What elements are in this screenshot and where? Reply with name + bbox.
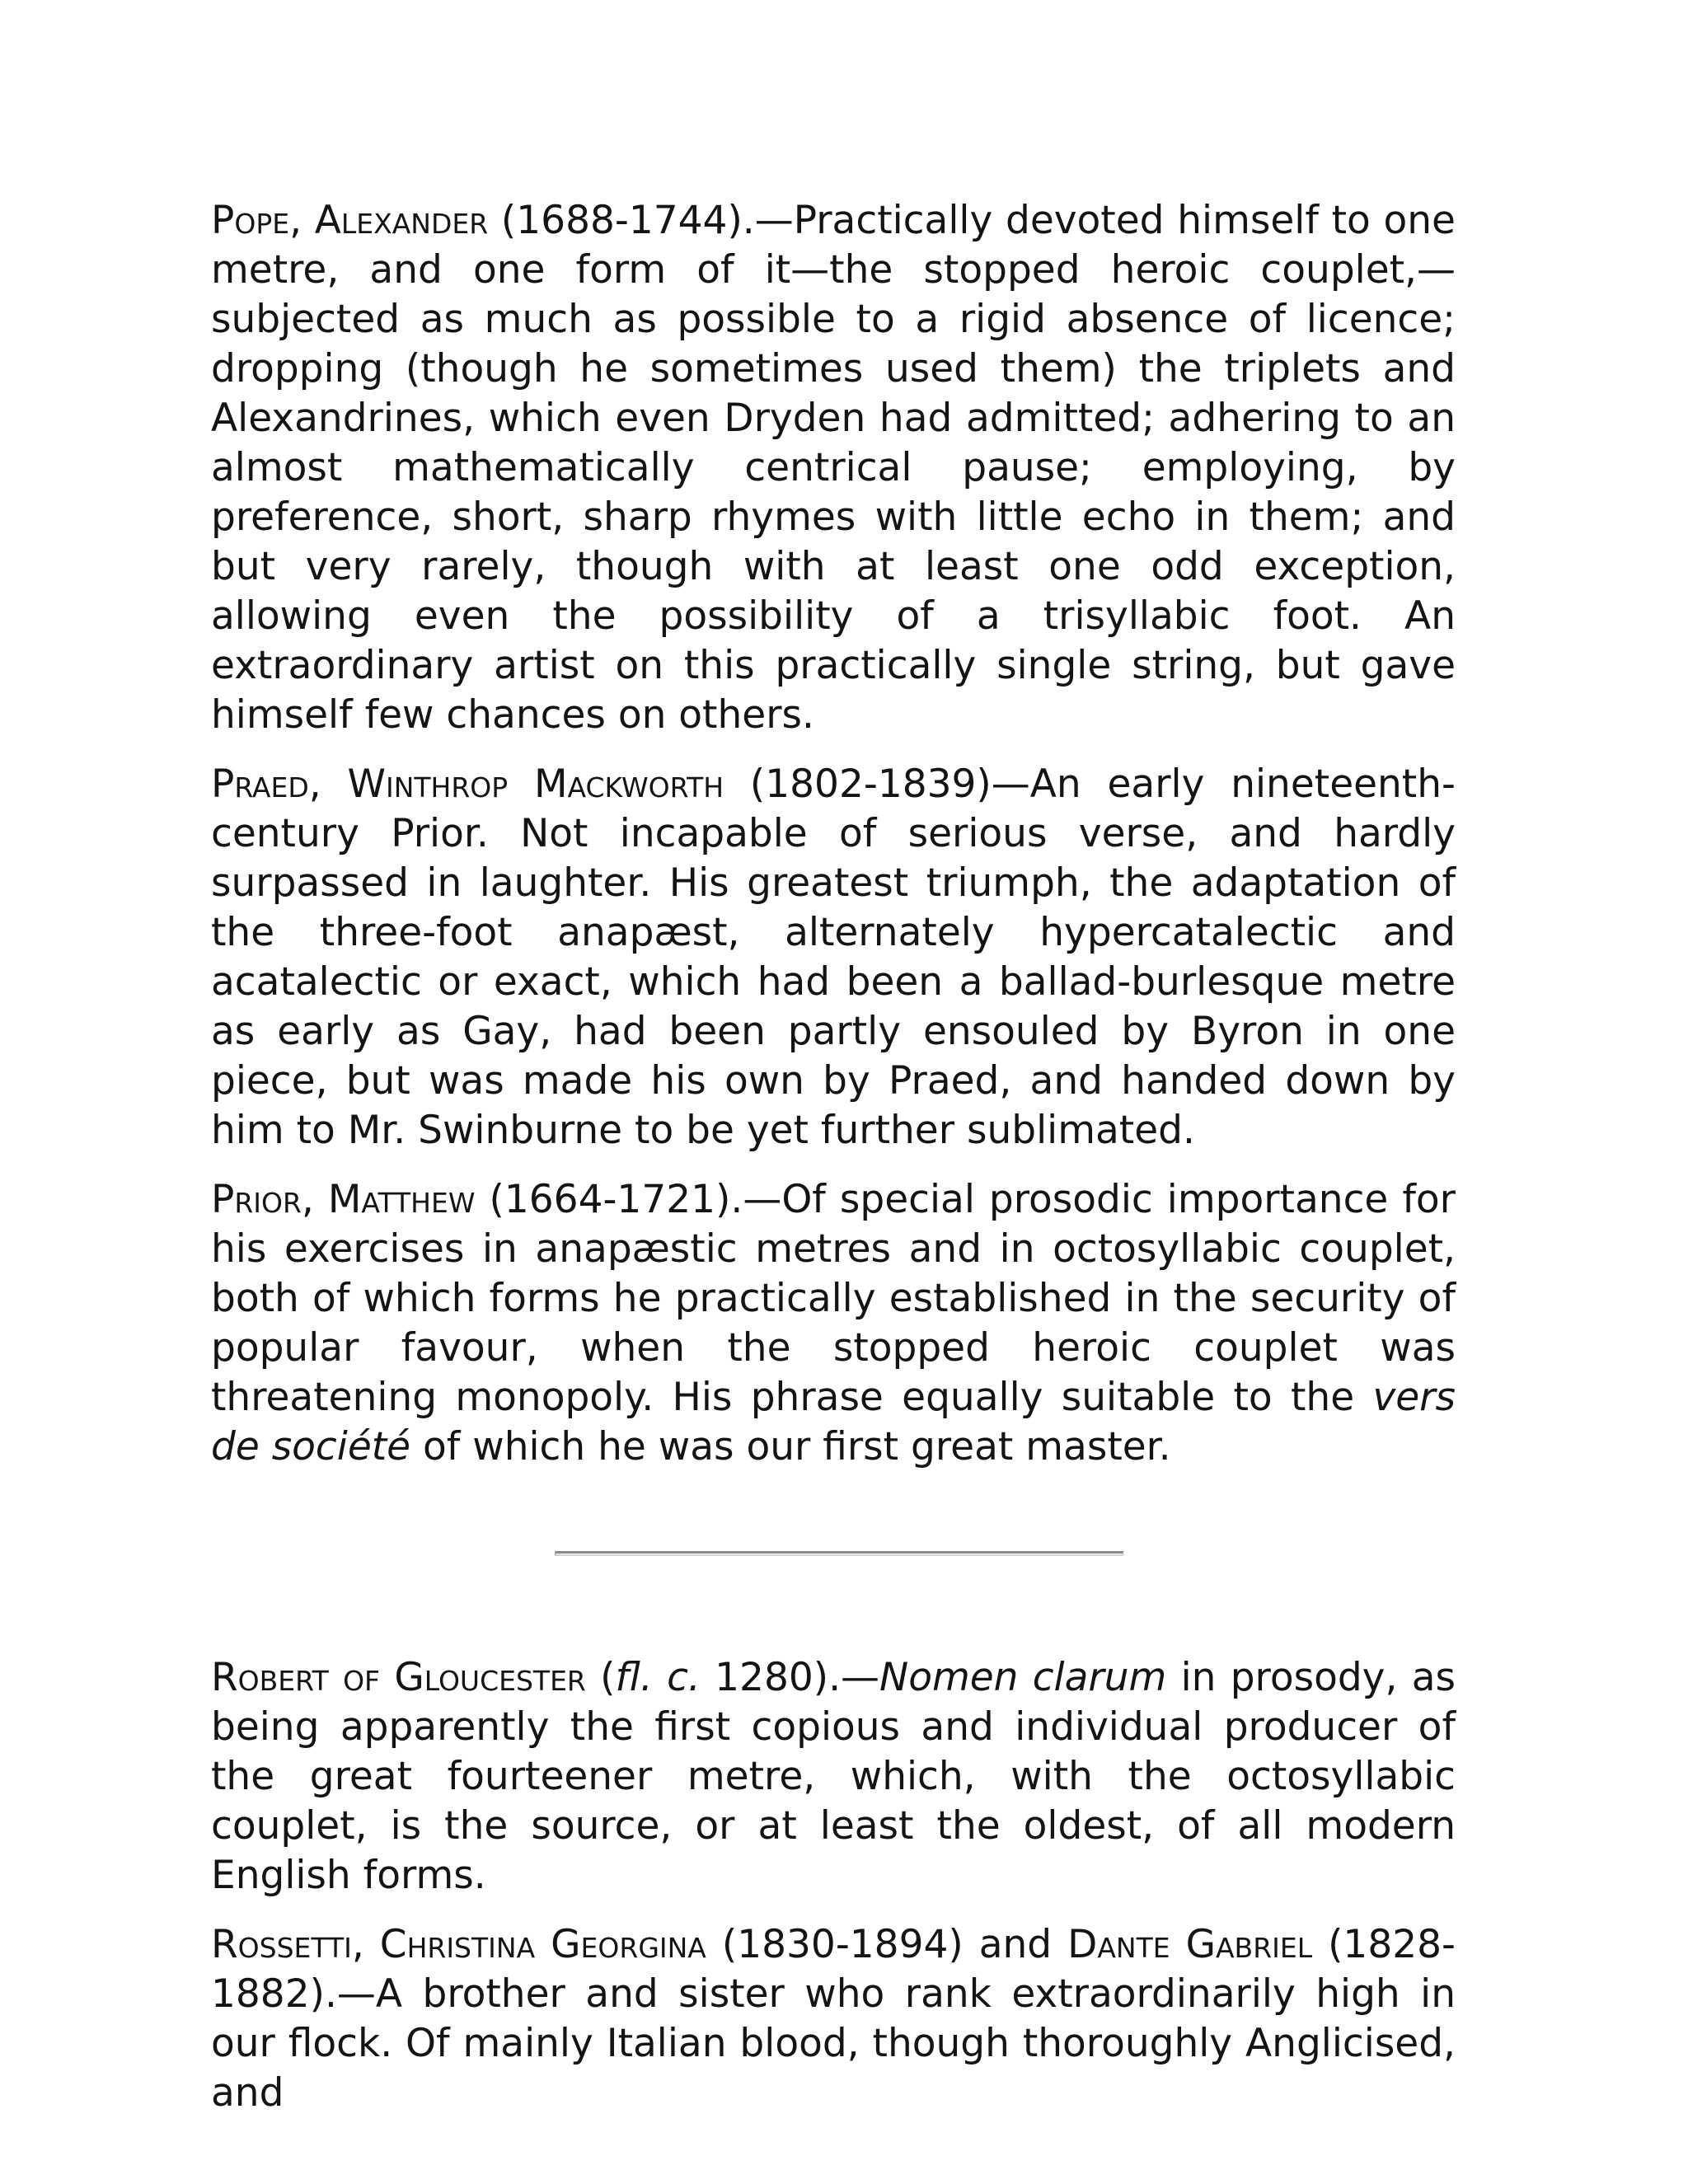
entry-italic: vers de société [211, 1375, 1456, 1469]
entry-text: in prosody, as being apparently the first copious and individual producer of the great fourteener metre, which, with the octosyllabic couplet, is the source, or at least the oldest, of all modern English forms. [211, 1655, 1456, 1898]
entry-italic: fl. c. [615, 1655, 701, 1700]
entry-pope [211, 196, 1456, 740]
entry-name: Rossetti, Christina Georgina [211, 1922, 706, 1967]
entry-robert-of-gloucester [211, 1653, 1456, 1900]
entry-name: Pope, Alexander [211, 198, 489, 243]
entry-text: (1688-1744).—Practically devoted himself to one metre, and one form of it—the stopped heroic couplet,—subjected as much as possible to a rigid absence of licence; dropping (though he sometimes used them) the triplets and Alexandrines, which even Dryden had admitted; adhering to an almost mathematically centrical pause; employing, by preference, short, sharp rhymes with little echo in them; and but very rarely, though with at least one odd exception, allowing even the possibility of a trisyllabic foot. An extraordinary artist on this practically single string, but gave himself few chances on others. [211, 198, 1456, 738]
entry-name: Praed, Winthrop Mackworth [211, 762, 724, 807]
entry-text: (1664-1721).—Of special prosodic importance for his exercises in anapæstic metres and in octosyllabic couplet, both of which forms he practically established in the security of popular favour, when the stopped heroic couplet was threatening monopoly. His phrase equally suitable to the [211, 1177, 1456, 1420]
entry-rossetti [211, 1920, 1456, 2118]
entry-prior [211, 1175, 1456, 1472]
entry-text: (1802-1839)—An early nineteenth-century Prior. Not incapable of serious verse, and hardly surpassed in laughter. His greatest triumph, the adaptation of the three-foot anapæst, alternately hypercatalectic and acatalectic or exact, which had been a ballad-burlesque metre as early as Gay, had been partly ensouled by Byron in one piece, but was made his own by Praed, and handed down by him to Mr. Swinburne to be yet further sublimated. [211, 762, 1456, 1153]
entry-praed [211, 760, 1456, 1155]
entry-text: of which he was our first great master. [410, 1424, 1171, 1469]
entry-text: (1828-1882).—A brother and sister who rank extraordinarily high in our flock. Of mainly Italian blood, though thoroughly Anglicised, and [211, 1922, 1456, 2116]
entry-text: ( [585, 1655, 616, 1700]
entry-name: Robert of Gloucester [211, 1655, 586, 1700]
entry-name: Dante Gabriel [1067, 1922, 1313, 1967]
document-page [211, 196, 1456, 2138]
entry-text: 1280).— [700, 1655, 880, 1700]
entry-text: (1830-1894) and [706, 1922, 1068, 1967]
entry-italic: Nomen clarum [879, 1655, 1167, 1700]
section-divider [555, 1551, 1123, 1556]
entry-name: Prior, Matthew [211, 1177, 476, 1222]
